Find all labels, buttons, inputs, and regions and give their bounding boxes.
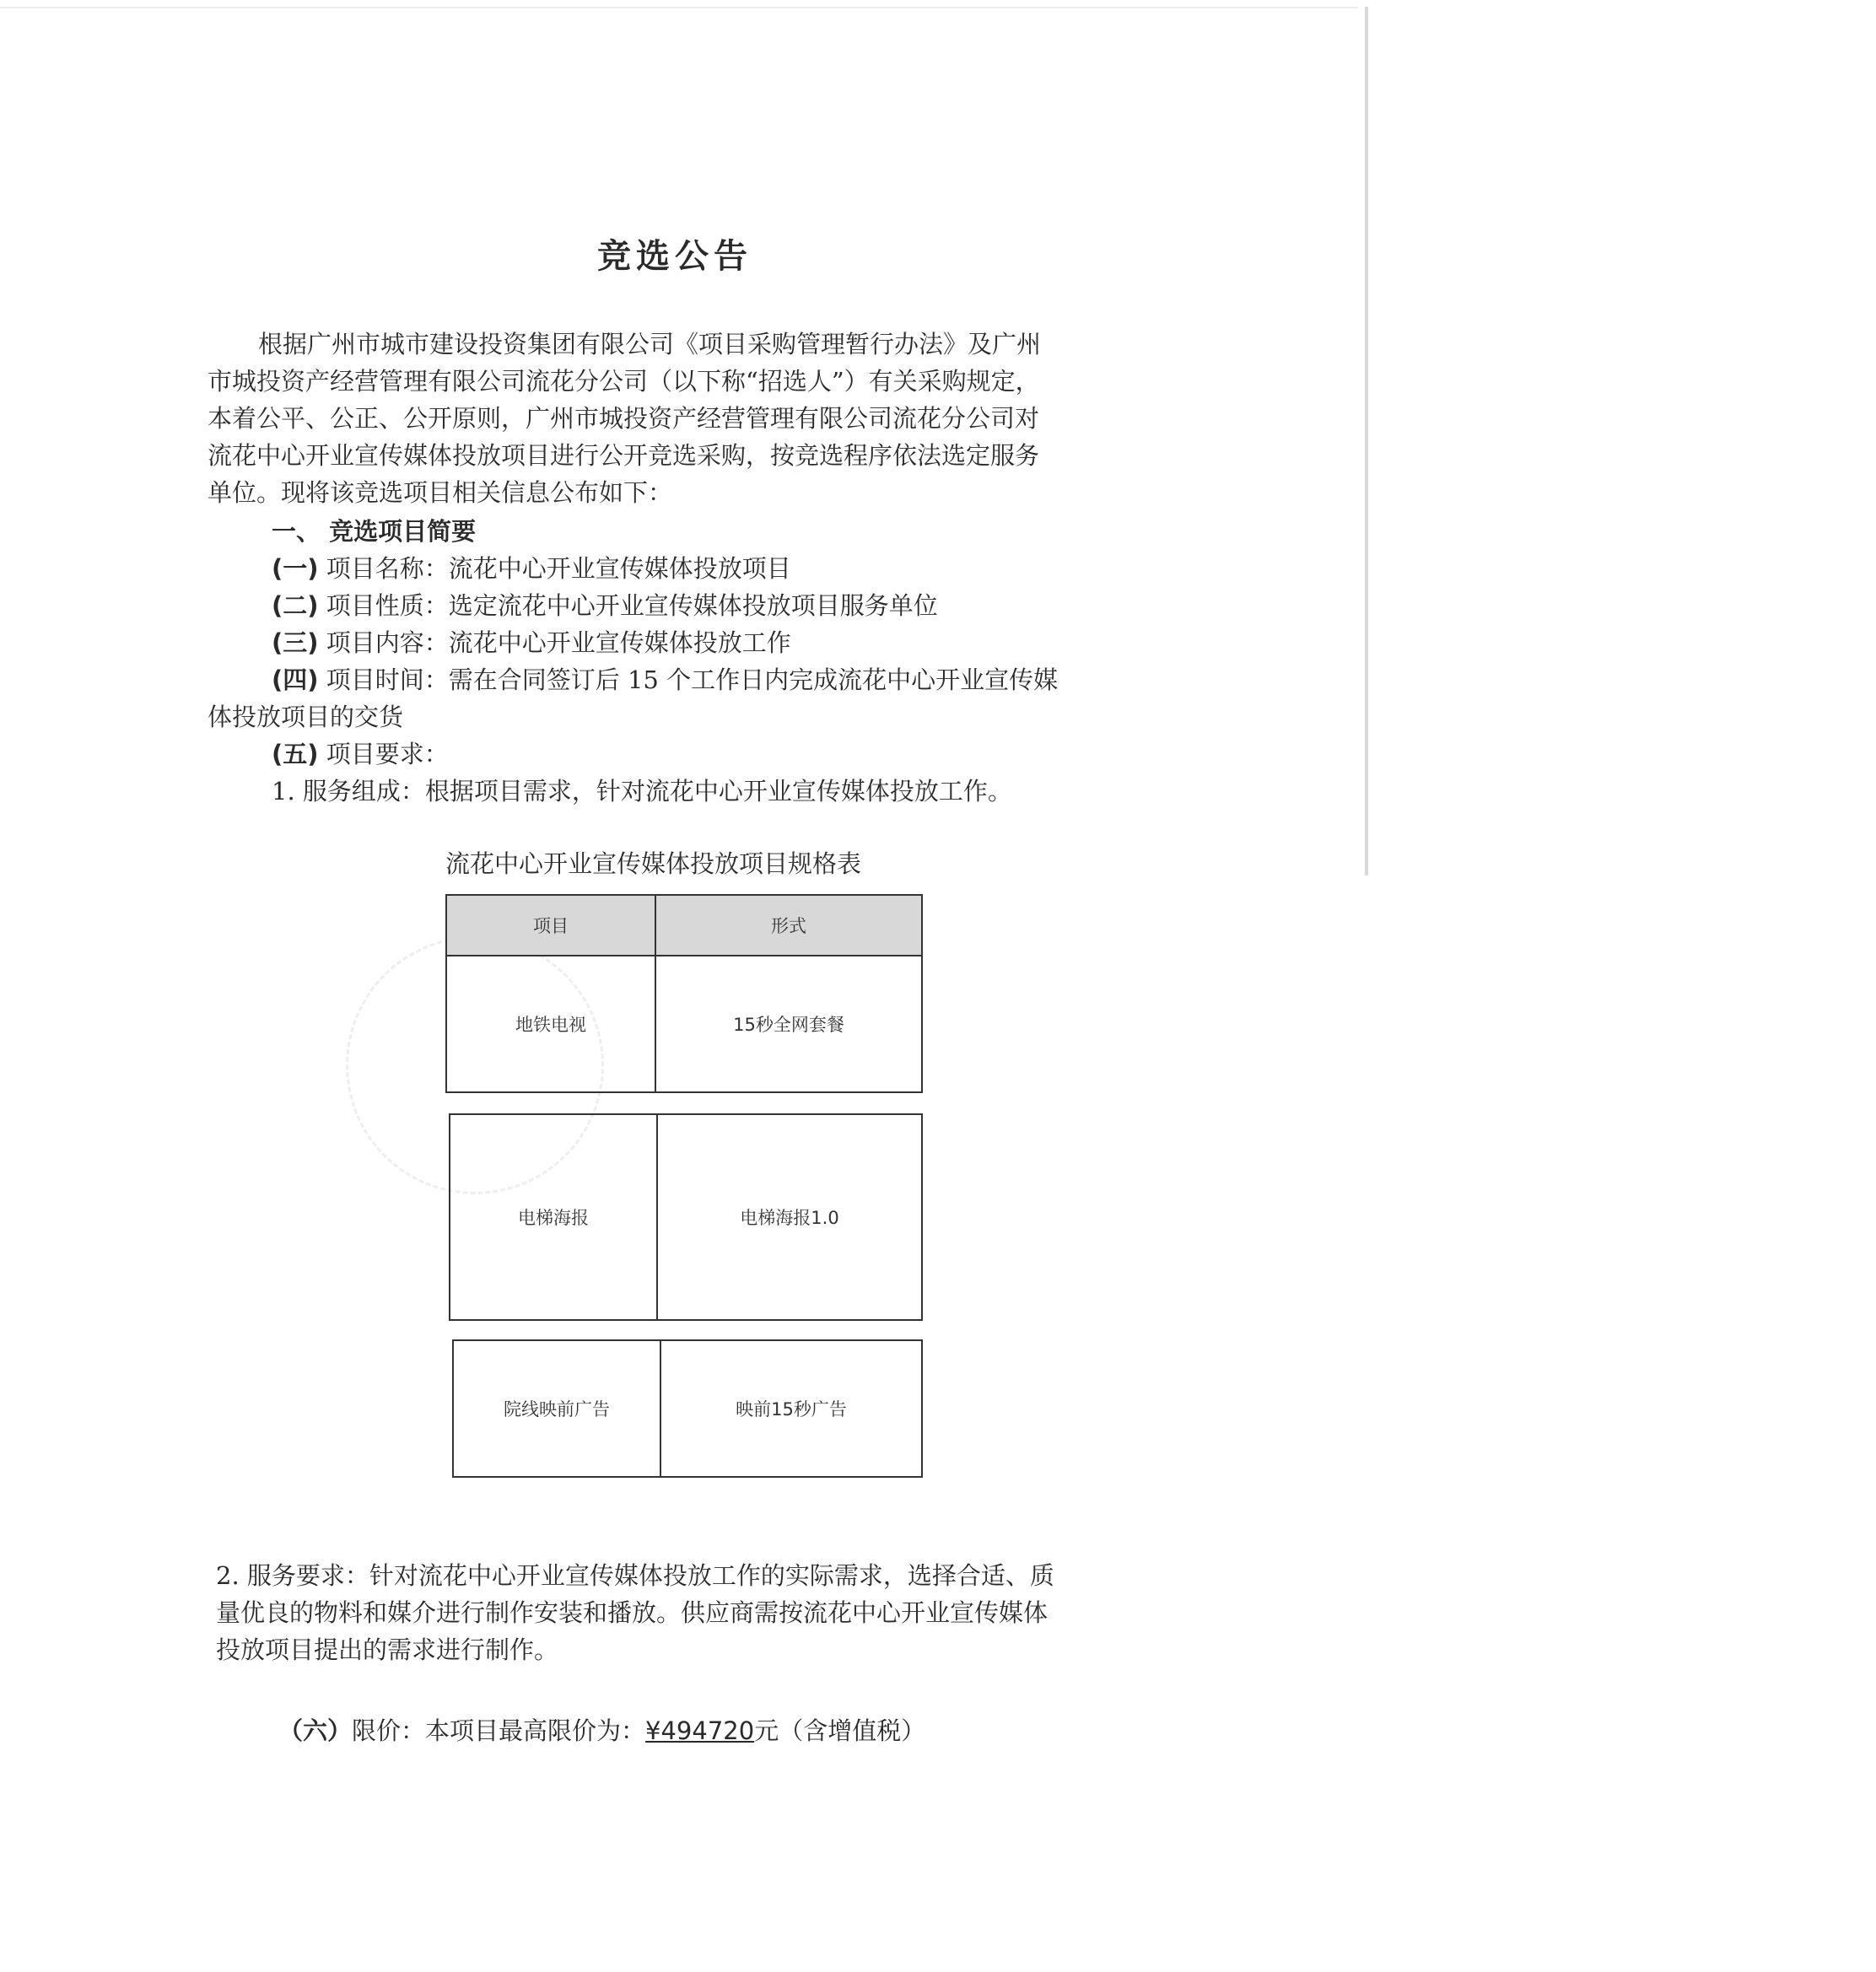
table-cell: 电梯海报 [449,1113,658,1321]
price-limit [278,1714,925,1748]
item-5 [272,737,449,771]
item-1 [272,552,791,585]
item-label: (三) [272,628,319,657]
intro-line: 本着公平、公正、公开原则，广州市城投资产经营管理有限公司流花分公司对 [208,404,1040,433]
price-limit-text: 限价：本项目最高限价为： [352,1716,646,1745]
intro-line: 流花中心开业宣传媒体投放项目进行公开竞选采购，按竞选程序依法选定服务 [208,441,1040,470]
table-caption: 流花中心开业宣传媒体投放项目规格表 [445,849,862,878]
item-text: 项目要求： [326,740,449,768]
requirement-1: 1. 服务组成：根据项目需求，针对流花中心开业宣传媒体投放工作。 [272,777,1012,806]
intro-line: 单位。现将该竞选项目相关信息公布如下： [208,478,673,507]
table-cell: 地铁电视 [445,955,656,1093]
item-text: 项目内容：流花中心开业宣传媒体投放工作 [326,628,791,657]
page-title: 竞选公告 [597,237,752,276]
item-label: (五) [272,740,319,768]
item-label: (四) [272,665,319,694]
item-4 [272,663,1058,697]
requirement-2-line: 量优良的物料和媒介进行制作安装和播放。供应商需按流花中心开业宣传媒体 [216,1598,1049,1627]
scan-edge-top [0,7,1358,8]
table-cell: 电梯海报1.0 [656,1113,923,1321]
requirement-2-line: 2. 服务要求：针对流花中心开业宣传媒体投放工作的实际需求，选择合适、质 [216,1561,1054,1590]
price-suffix: 元（含增值税） [754,1716,926,1745]
section-heading: 一、 竞选项目简要 [272,517,477,546]
item-2 [272,589,938,622]
intro-line: 市城投资产经营管理有限公司流花分公司（以下称“招选人”）有关采购规定， [208,367,1040,396]
table-cell: 院线映前广告 [452,1339,661,1478]
price-value: ¥494720 [645,1716,755,1745]
item-label: (二) [272,591,319,620]
requirement-2-line: 投放项目提出的需求进行制作。 [216,1635,559,1664]
table-header-item: 项目 [445,894,656,956]
table-header-form: 形式 [655,894,923,956]
intro-line: 根据广州市城市建设投资集团有限公司《项目采购管理暂行办法》及广州 [258,330,1042,358]
item-text: 项目名称：流花中心开业宣传媒体投放项目 [326,554,791,583]
table-cell: 映前15秒广告 [660,1339,923,1478]
item-text: 项目时间：需在合同签订后 15 个工作日内完成流花中心开业宣传媒 [326,665,1059,694]
item-4-continuation: 体投放项目的交货 [208,703,404,731]
price-limit-label: （六） [278,1716,353,1745]
item-label: (一) [272,554,319,583]
item-3 [272,626,791,660]
table-cell: 15秒全网套餐 [655,955,923,1093]
item-text: 项目性质：选定流花中心开业宣传媒体投放项目服务单位 [326,591,938,620]
scan-edge-right [1365,7,1368,876]
